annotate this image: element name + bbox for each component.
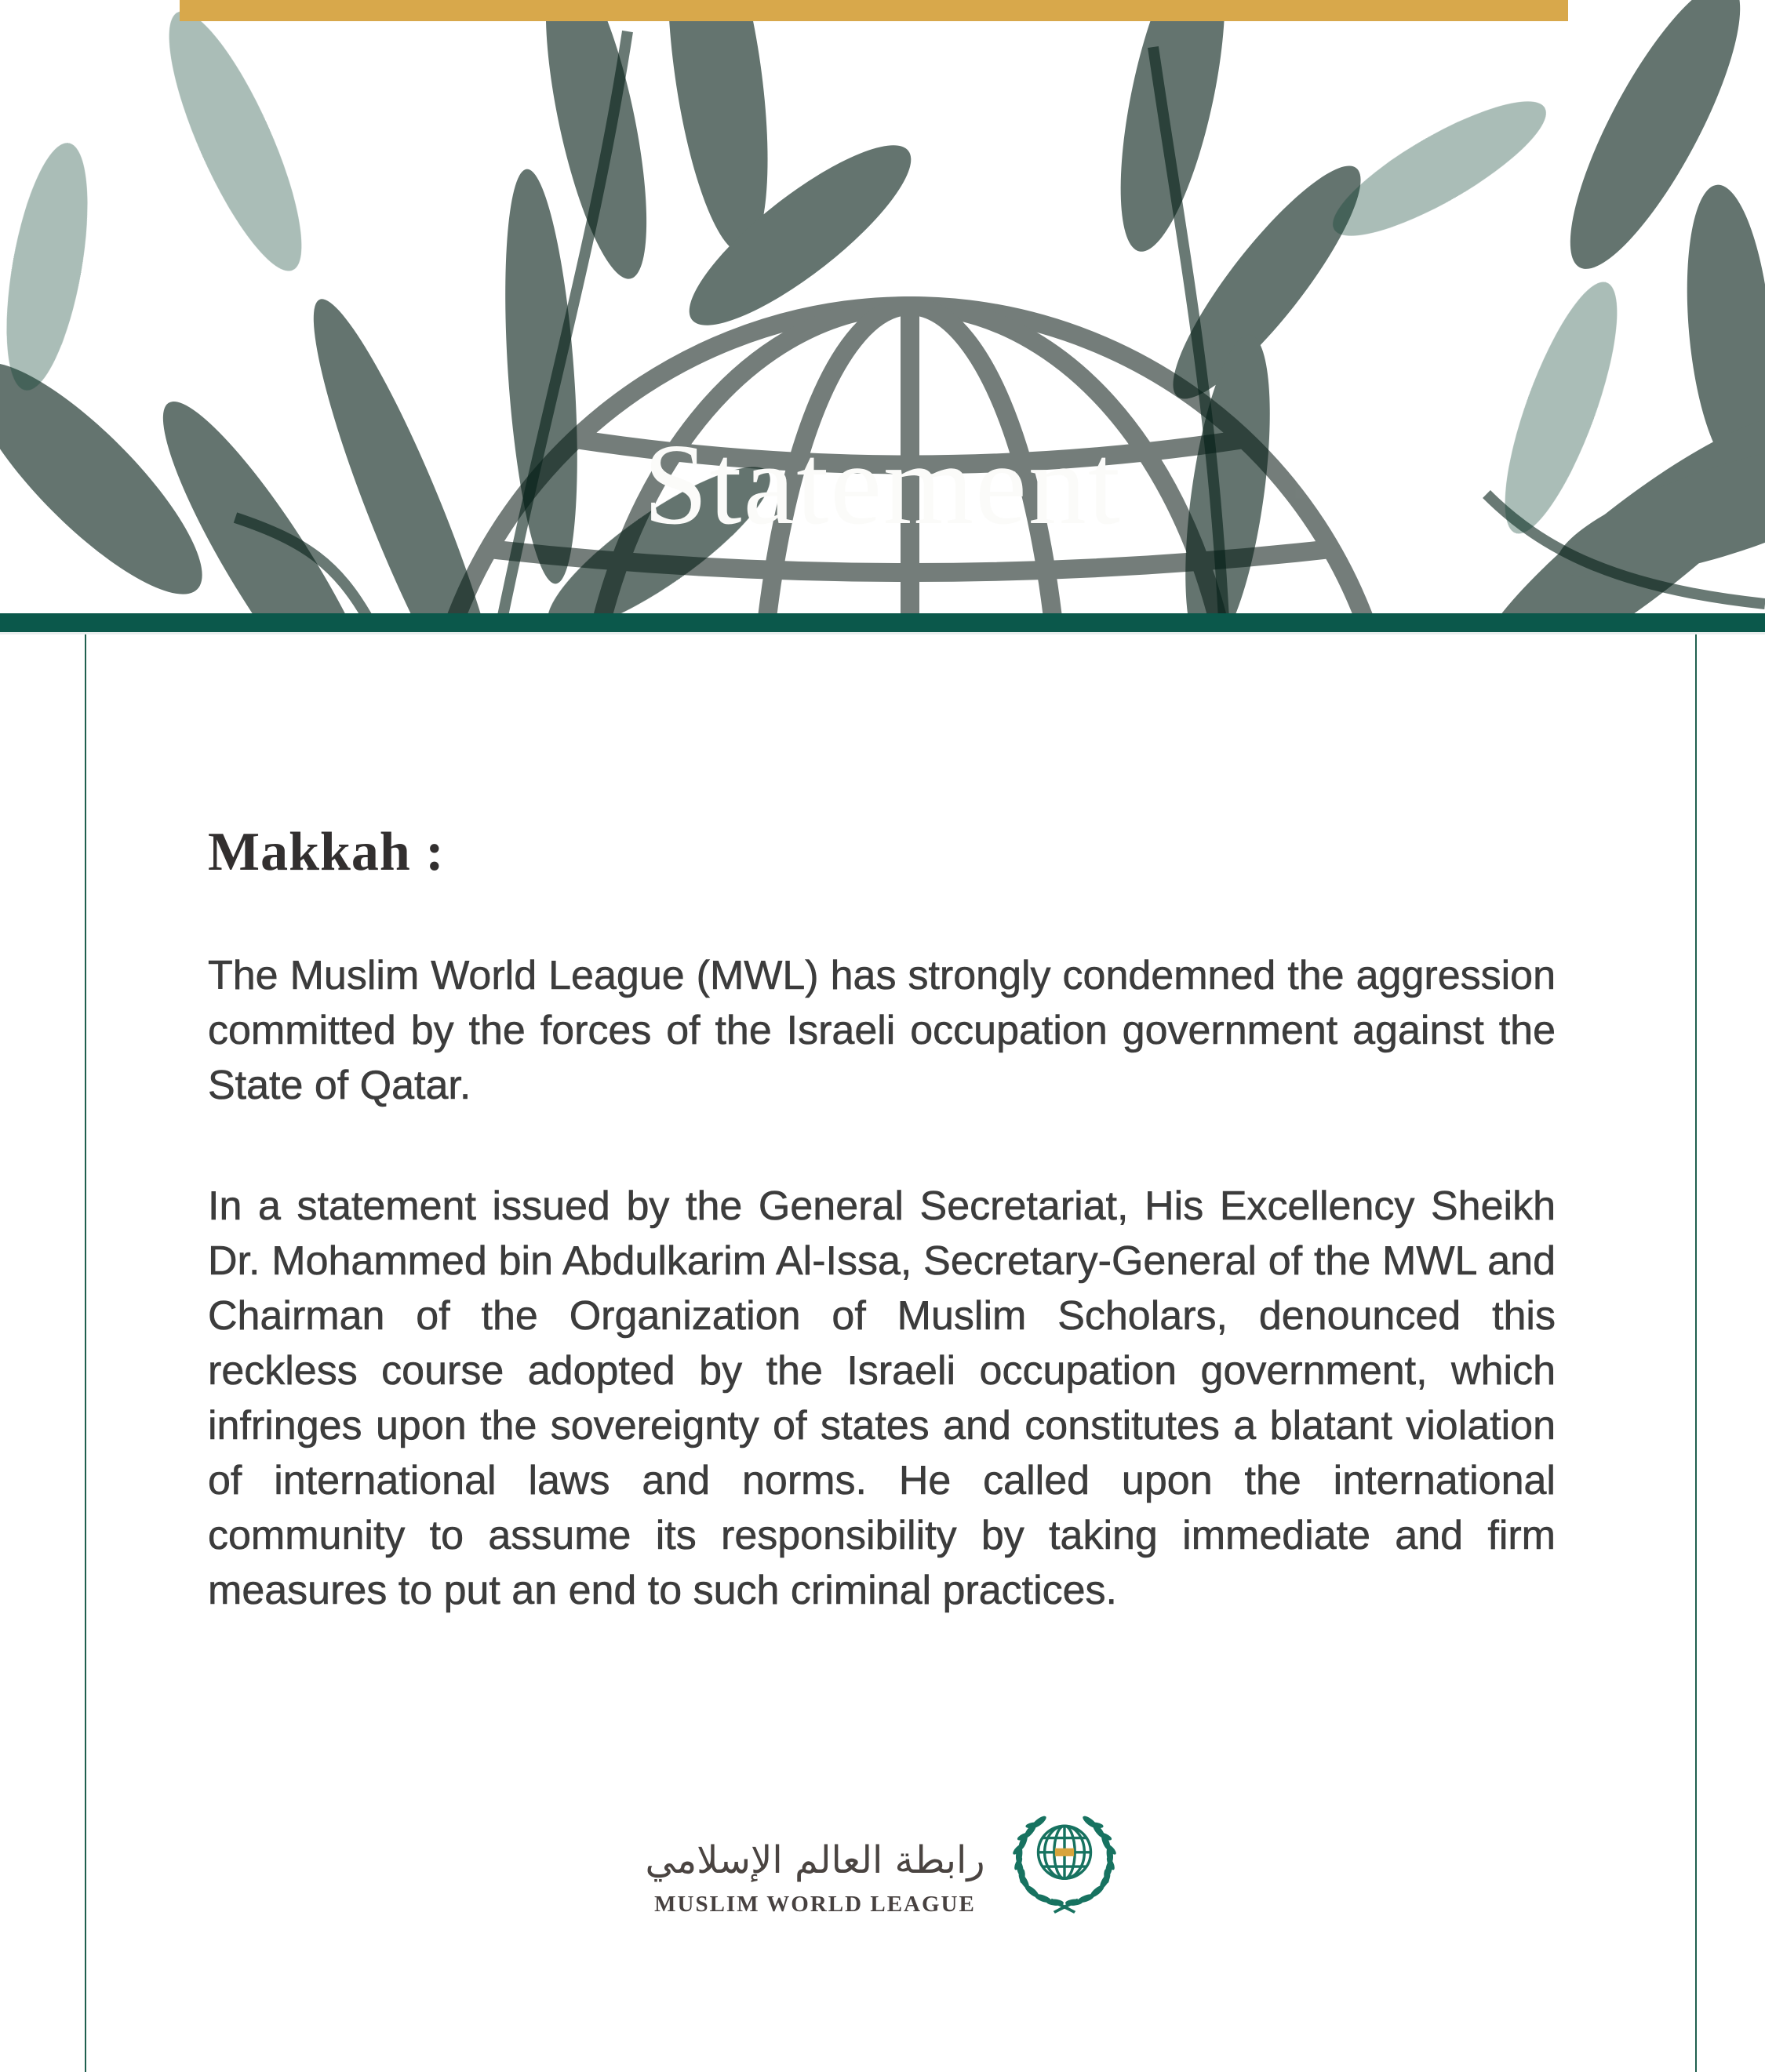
mwl-emblem-globe-wreath-icon bbox=[1009, 1809, 1120, 1918]
paragraph-statement-details: In a statement issued by the General Secretariat, His Excellency Sheikh Dr. Mohammed bin Abdulkarim Al-Issa, Secretary-General of the MWL and Chairman of the Organization of Muslim Scholars, denounced this reckless course adopted by the Israeli occupation government, which infringes upon the sovereignty of states and constitutes a blatant violation of international laws and norms. He called upon the international community to assume its responsibility by taking immediate and firm measures to put an end to such criminal practices. bbox=[208, 1183, 1556, 1613]
dateline: Makkah : bbox=[208, 822, 445, 882]
page-title: Statement bbox=[643, 420, 1122, 549]
statement-body bbox=[0, 634, 1765, 2072]
teal-divider bbox=[0, 613, 1765, 634]
mwl-logo-text bbox=[645, 1838, 984, 1918]
mwl-logo bbox=[0, 1809, 1765, 1918]
emblem-gold-block bbox=[1054, 1848, 1073, 1856]
paragraph-condemnation: The Muslim World League (MWL) has strongly condemned the aggression committed by the forces of the Israeli occupation government against the State of Qatar. bbox=[208, 953, 1556, 1108]
logo-arabic-calligraphy: رابطة العالم الإسلامي bbox=[645, 1838, 985, 1883]
header-banner bbox=[0, 0, 1765, 613]
gold-accent-bar bbox=[180, 0, 1568, 21]
logo-wordmark: MUSLIM WORLD LEAGUE bbox=[654, 1892, 976, 1917]
